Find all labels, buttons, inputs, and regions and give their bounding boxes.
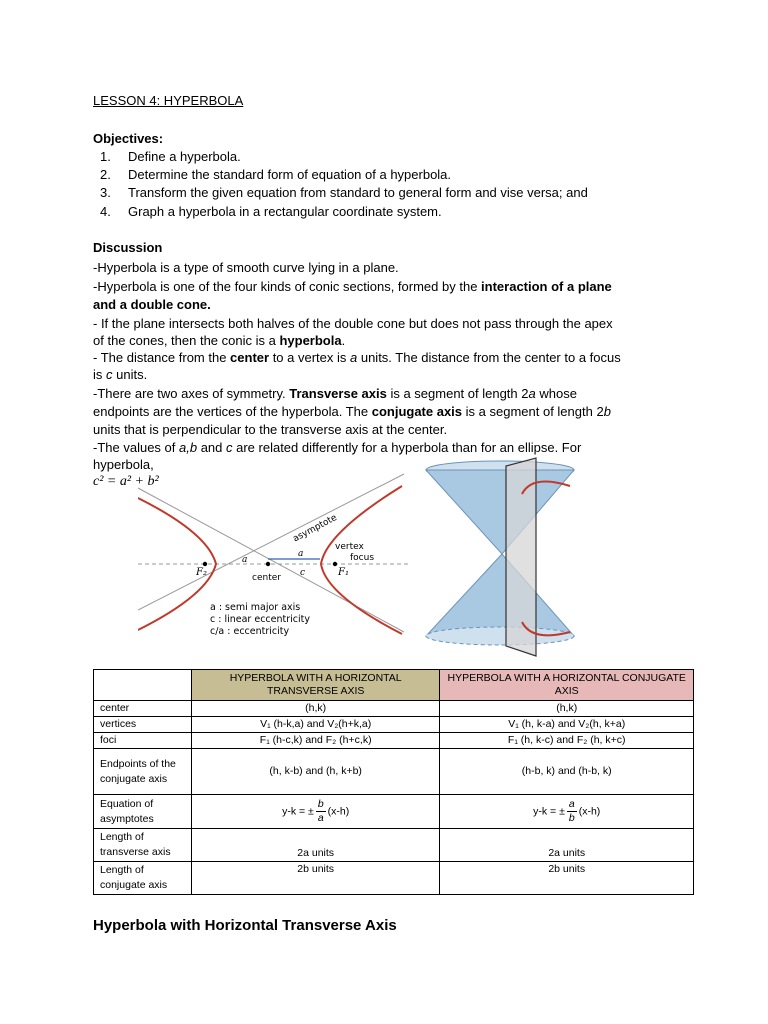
- focus-point: [333, 562, 337, 566]
- discussion-paragraph: of the cones, then the conic is a hyperbola.: [93, 333, 346, 348]
- header-horizontal-conjugate: HYPERBOLA WITH A HORIZONTAL CONJUGATE AXIS: [440, 670, 694, 701]
- table-row: Length of transverse axis 2a units 2a units: [94, 829, 694, 862]
- hyperbola-diagram: [138, 458, 410, 640]
- objective-item: 3. Transform the given equation from standard to general form and vise versa; and: [100, 185, 588, 200]
- double-cone-illustration: [418, 456, 578, 660]
- discussion-paragraph: - If the plane intersects both halves of the double cone but does not pass through the apex: [93, 316, 613, 331]
- c-label: c: [300, 568, 306, 578]
- discussion-paragraph: -There are two axes of symmetry. Transverse axis is a segment of length 2a whose: [93, 386, 577, 401]
- discussion-paragraph: -Hyperbola is one of the four kinds of conic sections, formed by the interaction of a plane: [93, 279, 612, 294]
- objective-item: 2. Determine the standard form of equation of a hyperbola.: [100, 167, 452, 182]
- table-row: center (h,k) (h,k): [94, 701, 694, 717]
- discussion-paragraph: -The values of a,b and c are related differently for a hyperbola than for an ellipse. For: [93, 440, 582, 455]
- a-label: a: [298, 549, 304, 559]
- f1-label: F₁: [338, 567, 349, 578]
- vertex-label: vertex: [335, 542, 364, 552]
- table-row: Equation of asymptotes y-k = ± $\frac{b}{a}$ (x-h) y-k = ± $\frac{a}{b}$ (x-h): [94, 795, 694, 829]
- asymptote-line: [138, 474, 404, 610]
- empty-header-cell: [94, 670, 192, 701]
- objectives-heading: Objectives:: [93, 131, 164, 146]
- hyperbola-summary-table: [93, 669, 694, 895]
- lesson-title: LESSON 4: HYPERBOLA: [93, 93, 244, 108]
- discussion-paragraph: is c units.: [93, 367, 148, 382]
- asymptote-label: asymptote: [291, 512, 339, 545]
- discussion-paragraph: and a double cone.: [93, 297, 211, 312]
- objective-item: 1. Define a hyperbola.: [100, 149, 241, 164]
- table-row: Length of conjugate axis 2b units 2b units: [94, 862, 694, 895]
- a-label-left: a: [242, 555, 248, 565]
- f2-label: F₂: [196, 567, 207, 578]
- cutting-plane: [506, 458, 536, 656]
- legend-line: a : semi major axis: [210, 602, 301, 613]
- focus-point: [203, 562, 207, 566]
- lower-cone: [426, 554, 574, 636]
- center-point: [266, 562, 270, 566]
- discussion-paragraph: - The distance from the center to a vertex is a units. The distance from the center to a focus: [93, 350, 621, 365]
- table-row: vertices V₁ (h-k,a) and V₂(h+k,a) V₁ (h, k-a) and V₂(h, k+a): [94, 717, 694, 733]
- discussion-heading: Discussion: [93, 240, 163, 255]
- table-row: foci F₁ (h-c,k) and F₂ (h+c,k) F₁ (h, k-c) and F₂ (h, k+c): [94, 733, 694, 749]
- focus-label: focus: [350, 553, 375, 563]
- header-horizontal-transverse: HYPERBOLA WITH A HORIZONTAL TRANSVERSE AXIS: [191, 670, 440, 701]
- discussion-paragraph: hyperbola,: [93, 457, 154, 472]
- discussion-paragraph: endpoints are the vertices of the hyperbola. The conjugate axis is a segment of length 2b: [93, 404, 611, 419]
- legend-line: c : linear eccentricity: [210, 614, 310, 625]
- formula: c² = a² + b²: [93, 474, 159, 489]
- center-label: center: [252, 573, 281, 583]
- discussion-paragraph: units that is perpendicular to the transverse axis at the center.: [93, 422, 448, 437]
- section-heading: Hyperbola with Horizontal Transverse Axis: [93, 917, 397, 934]
- objective-item: 4. Graph a hyperbola in a rectangular coordinate system.: [100, 204, 442, 219]
- discussion-paragraph: -Hyperbola is a type of smooth curve lying in a plane.: [93, 260, 399, 275]
- table-row: Endpoints of the conjugate axis (h, k-b) and (h, k+b) (h-b, k) and (h-b, k): [94, 749, 694, 795]
- legend-line: c/a : eccentricity: [210, 626, 290, 637]
